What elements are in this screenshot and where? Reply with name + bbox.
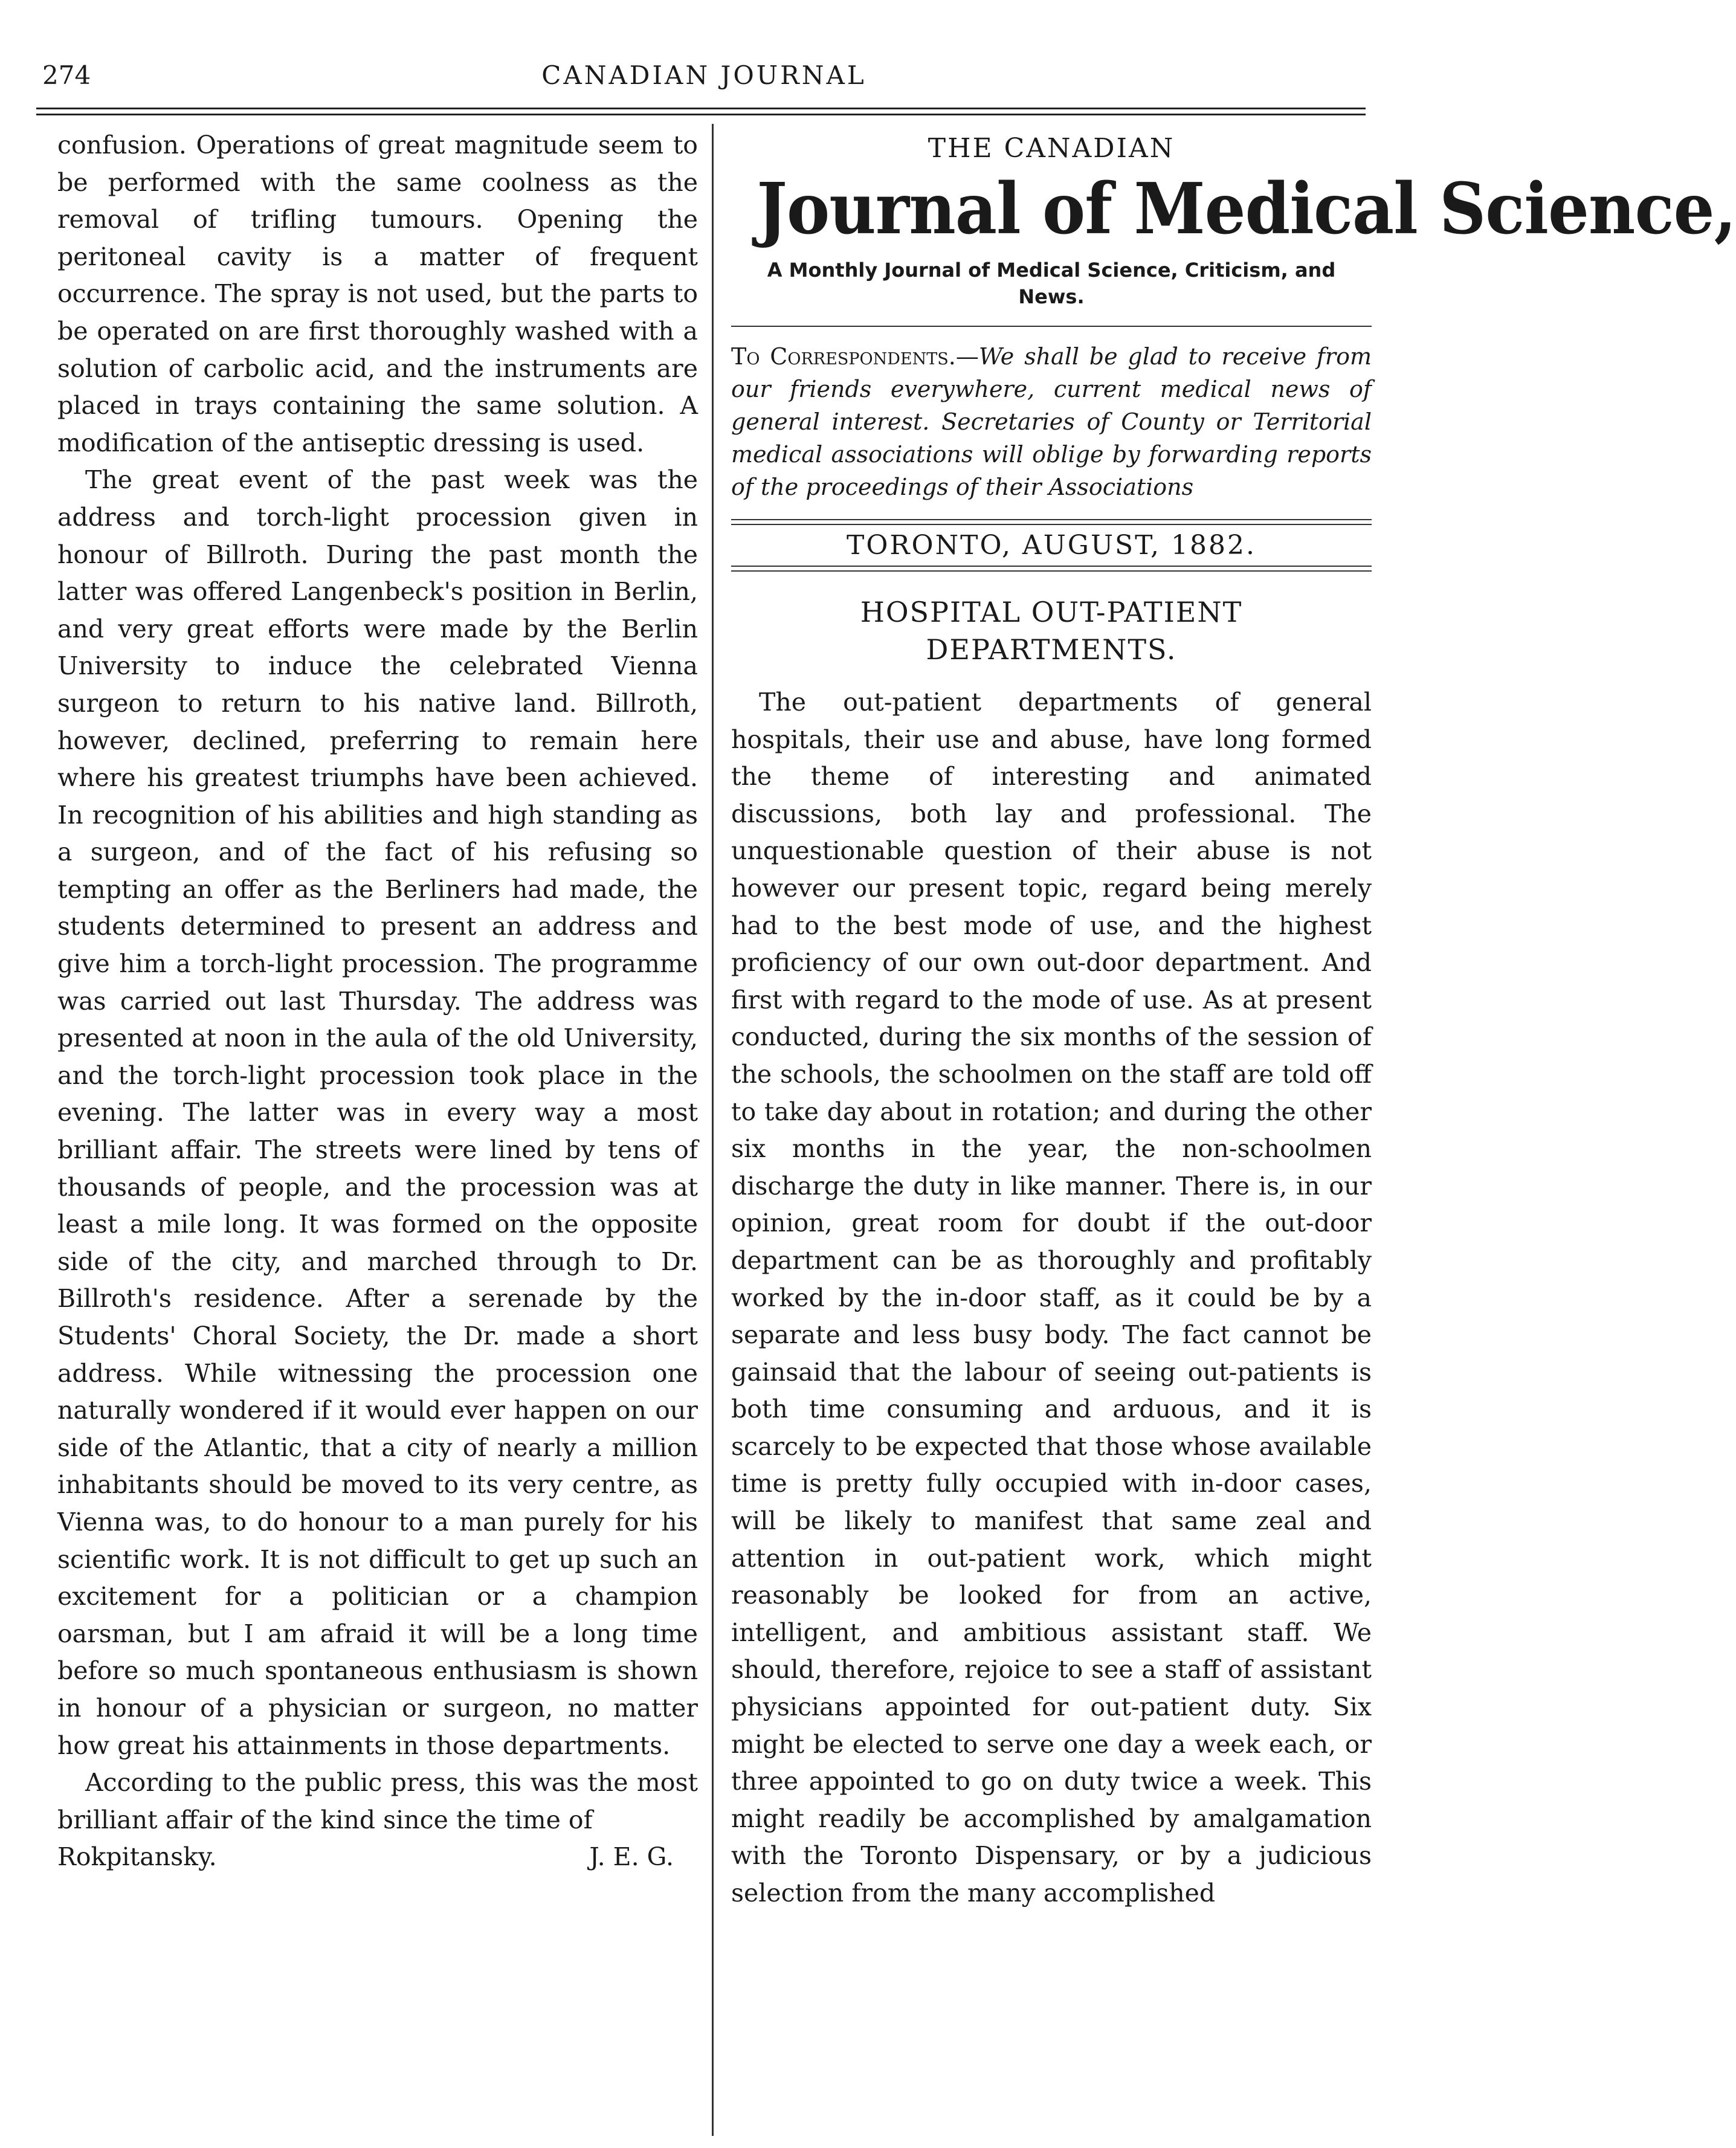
closing-text: Rokpitansky. — [57, 1842, 217, 1872]
masthead-subtitle: A Monthly Journal of Medical Science, Criticism, and News. — [767, 259, 1336, 308]
column-divider — [712, 124, 714, 2136]
dateline: TORONTO, AUGUST, 1882. — [847, 530, 1256, 561]
masthead-title: Journal of Medical Science, — [757, 168, 1736, 250]
right-column — [731, 127, 1736, 2139]
header-rule-second — [36, 114, 1366, 115]
page-number: 274 — [42, 60, 91, 90]
masthead-rule — [731, 326, 1372, 327]
paragraph-operations: confusion. Operations of great magnitude seem to be performed with the same coolness as the removal of trifling tumours. Opening the peritoneal cavity is a matter of frequent occurrence. The spray is not used, but the parts to be operated on are first thoroughly washed with a solution of carbolic acid, and the instruments are placed in trays containing the same solution. A modification of the antiseptic dressing is used. — [57, 131, 698, 457]
article-body — [731, 684, 1372, 1912]
article-title: HOSPITAL OUT-PATIENT DEPARTMENTS. — [860, 596, 1243, 666]
left-column — [57, 127, 698, 2139]
dateline-rule-bottom — [731, 566, 1372, 572]
masthead-line: THE CANADIAN — [928, 133, 1175, 164]
paragraph-public-press: According to the public press, this was the most brilliant affair of the kind since the time of — [57, 1768, 698, 1834]
closing-line — [57, 1839, 698, 1876]
author-signature: J. E. G. — [589, 1842, 674, 1872]
dateline-rule-top — [731, 519, 1372, 525]
correspondents-notice — [731, 340, 1372, 503]
correspondents-text: We shall be glad to receive from our friends everywhere, current medical news of general interest. Secretaries of County or Territorial medical associations will oblige by forwarding reports of the proceedings of their Associations — [731, 343, 1372, 500]
paragraph-billroth: The great event of the past week was the address and torch-light procession given in honour of Billroth. During the past month the latter was offered Langenbeck's position in Berlin, and very great efforts were made by the Berlin University to induce the celebrated Vienna surgeon to return to his native land. Billroth, however, declined, preferring to remain here where his greatest triumphs have been achieved. In recognition of his abilities and high standing as a surgeon, and of the fact of his refusing so tempting an offer as the Berliners had made, the students determined to present an address and give him a torch-light procession. The programme was carried out last Thursday. The address was presented at noon in the aula of the old University, and the torch-light procession took place in the evening. The latter was in every way a most brilliant affair. The streets were lined by tens of thousands of people, and the procession was at least a mile long. It was formed on the opposite side of the city, and marched through to Dr. Billroth's residence. After a serenade by the Students' Choral Society, the Dr. made a short address. While witnessing the procession one naturally wondered if it would ever happen on our side of the Atlantic, that a city of nearly a million inhabitants should be moved to its very centre, as Vienna was, to do honour to a man purely for his scientific work. It is not difficult to get up such an excitement for a politician or a champion oarsman, but I am afraid it will be a long time before so much spontaneous enthusiasm is shown in honour of a physician or surgeon, no matter how great his attainments in those departments. — [57, 465, 698, 1760]
left-column-text — [57, 127, 698, 1876]
header-rule — [36, 108, 1366, 109]
running-title: CANADIAN JOURNAL — [541, 60, 866, 90]
correspondents-label: To Correspondents.— — [731, 343, 979, 370]
article-paragraph: The out-patient departments of general hospitals, their use and abuse, have long formed the theme of interesting and animated discussions, both lay and professional. The unquestionable question of their abuse is not however our present topic, regard being merely had to the best mode of use, and the highest proficiency of our own out-door department. And first with regard to the mode of use. As at present conducted, during the six months of the session of the schools, the schoolmen on the staff are told off to take day about in rotation; and during the other six months in the year, the non-schoolmen discharge the duty in like manner. There is, in our opinion, great room for doubt if the out-door department can be as thoroughly and profitably worked by the in-door staff, as it could be by a separate and less busy body. The fact cannot be gainsaid that the labour of seeing out-patients is both time consuming and arduous, and it is scarcely to be expected that those whose available time is pretty fully occupied with in-door cases, will be likely to manifest that same zeal and attention in out-patient work, which might reasonably be looked for from an active, intelligent, and ambitious assistant staff. We should, therefore, rejoice to see a staff of assistant physicians appointed for out-patient duty. Six might be elected to serve one day a week each, or three appointed to go on duty twice a week. This might readily be accomplished by amalgamation with the Toronto Dispensary, or by a judicious selection from the many accomplished — [731, 688, 1372, 1908]
running-head — [42, 60, 1366, 103]
